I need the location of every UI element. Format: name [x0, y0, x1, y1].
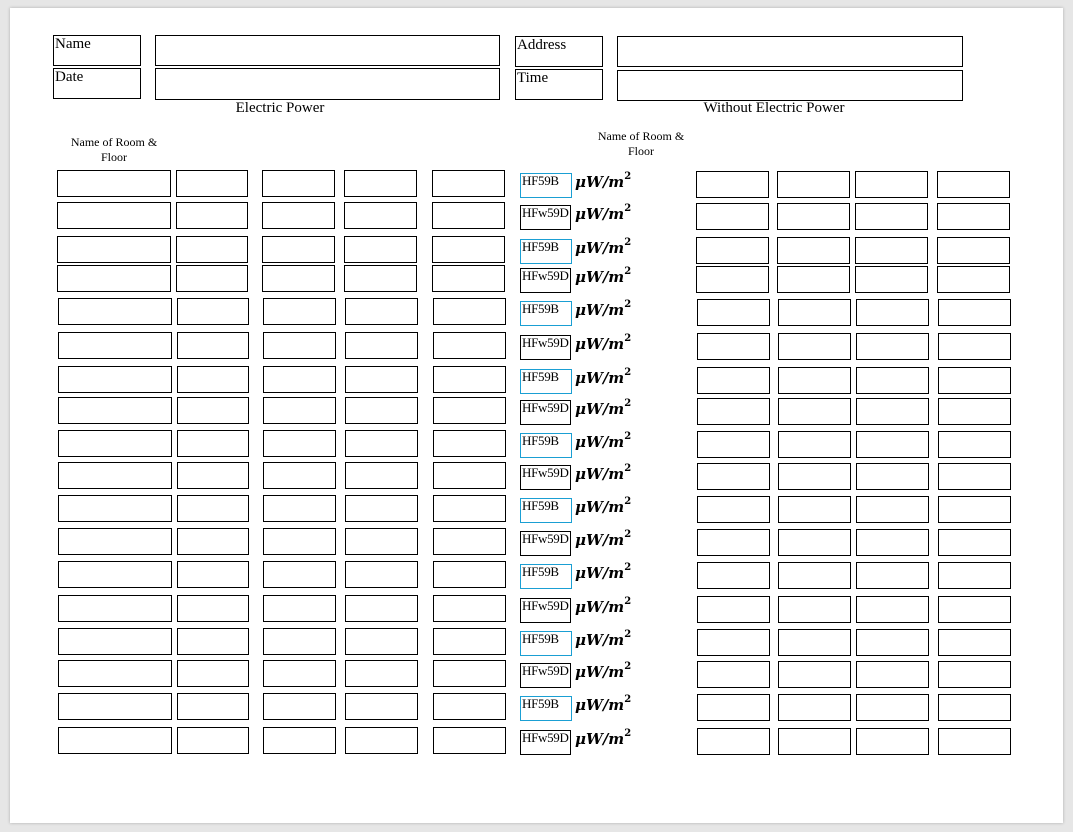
- reading-field[interactable]: [433, 628, 506, 655]
- no-power-reading-field[interactable]: [856, 431, 929, 458]
- reading-field[interactable]: [344, 170, 417, 197]
- no-power-reading-field[interactable]: [938, 431, 1011, 458]
- room-name-field[interactable]: [57, 265, 171, 292]
- reading-field[interactable]: [345, 727, 418, 754]
- no-power-reading-field[interactable]: [938, 496, 1011, 523]
- reading-field[interactable]: [263, 366, 336, 393]
- no-power-reading-field[interactable]: [856, 299, 929, 326]
- unit-base: μW/m: [575, 631, 625, 649]
- unit-exponent: 2: [624, 463, 632, 474]
- unit-base: μW/m: [575, 301, 625, 319]
- unit-label: [575, 173, 631, 191]
- meter-code-box: HF59B: [520, 696, 572, 721]
- unit-label: [575, 205, 631, 223]
- meter-code-box: HF59B: [520, 433, 572, 458]
- no-power-reading-field[interactable]: [778, 367, 851, 394]
- time-label-box: [515, 69, 603, 100]
- room-name-field[interactable]: [58, 332, 172, 359]
- reading-field[interactable]: [176, 202, 248, 229]
- no-power-reading-field[interactable]: [778, 299, 851, 326]
- reading-field[interactable]: [177, 660, 249, 687]
- no-power-reading-field[interactable]: [777, 266, 850, 293]
- reading-field[interactable]: [433, 561, 506, 588]
- reading-field[interactable]: [345, 693, 418, 720]
- no-power-reading-field[interactable]: [777, 171, 850, 198]
- unit-label: [575, 531, 631, 549]
- reading-field[interactable]: [345, 495, 418, 522]
- name-field[interactable]: [155, 35, 500, 66]
- no-power-reading-field[interactable]: [778, 629, 851, 656]
- no-power-reading-field[interactable]: [937, 237, 1010, 264]
- room-name-field[interactable]: [58, 595, 172, 622]
- no-power-reading-field[interactable]: [938, 728, 1011, 755]
- reading-field[interactable]: [345, 366, 418, 393]
- unit-exponent: 2: [624, 496, 632, 507]
- reading-field[interactable]: [345, 462, 418, 489]
- no-power-reading-field[interactable]: [696, 237, 769, 264]
- no-power-reading-field[interactable]: [856, 728, 929, 755]
- unit-base: μW/m: [575, 498, 625, 516]
- meter-code-box: HF59B: [520, 369, 572, 394]
- form-page: [10, 8, 1063, 823]
- no-power-reading-field[interactable]: [697, 496, 770, 523]
- date-field[interactable]: [155, 68, 500, 100]
- unit-exponent: 2: [624, 266, 632, 277]
- reading-field[interactable]: [345, 628, 418, 655]
- no-power-reading-field[interactable]: [855, 203, 928, 230]
- reading-field[interactable]: [263, 628, 336, 655]
- room-name-field[interactable]: [58, 430, 172, 457]
- reading-field[interactable]: [433, 430, 506, 457]
- reading-field[interactable]: [177, 332, 249, 359]
- no-power-reading-field[interactable]: [778, 694, 851, 721]
- no-power-reading-field[interactable]: [855, 237, 928, 264]
- unit-exponent: 2: [624, 398, 632, 409]
- reading-field[interactable]: [177, 727, 249, 754]
- no-power-reading-field[interactable]: [777, 237, 850, 264]
- unit-label: [575, 268, 631, 286]
- no-power-reading-field[interactable]: [856, 529, 929, 556]
- no-power-reading-field[interactable]: [697, 463, 770, 490]
- no-power-reading-field[interactable]: [697, 431, 770, 458]
- name-label-box: [53, 35, 141, 66]
- unit-label: [575, 301, 631, 319]
- reading-field[interactable]: [263, 332, 336, 359]
- reading-field[interactable]: [177, 628, 249, 655]
- reading-field[interactable]: [433, 660, 506, 687]
- unit-base: μW/m: [575, 369, 625, 387]
- reading-field[interactable]: [432, 236, 505, 263]
- room-name-field[interactable]: [58, 727, 172, 754]
- room-name-field[interactable]: [57, 236, 171, 263]
- unit-exponent: 2: [624, 171, 632, 182]
- meter-code-box: HFw59D: [520, 205, 571, 230]
- unit-label: [575, 400, 631, 418]
- reading-field[interactable]: [263, 298, 336, 325]
- no-power-reading-field[interactable]: [778, 398, 851, 425]
- reading-field[interactable]: [263, 693, 336, 720]
- room-column-header-left: Name of Room & Floor: [70, 135, 158, 164]
- reading-field[interactable]: [432, 202, 505, 229]
- reading-field[interactable]: [263, 430, 336, 457]
- name-label: Name: [55, 36, 91, 52]
- no-power-reading-field[interactable]: [938, 299, 1011, 326]
- unit-base: μW/m: [575, 433, 625, 451]
- reading-field[interactable]: [177, 528, 249, 555]
- unit-base: μW/m: [575, 173, 625, 191]
- no-power-reading-field[interactable]: [697, 629, 770, 656]
- no-power-reading-field[interactable]: [778, 529, 851, 556]
- no-power-reading-field[interactable]: [856, 694, 929, 721]
- reading-field[interactable]: [177, 298, 249, 325]
- no-power-reading-field[interactable]: [856, 661, 929, 688]
- no-power-reading-field[interactable]: [697, 661, 770, 688]
- no-power-reading-field[interactable]: [697, 367, 770, 394]
- reading-field[interactable]: [263, 727, 336, 754]
- reading-field[interactable]: [345, 561, 418, 588]
- unit-exponent: 2: [624, 661, 632, 672]
- room-column-header-right: Name of Room & Floor: [597, 129, 685, 158]
- reading-field[interactable]: [263, 495, 336, 522]
- no-power-reading-field[interactable]: [938, 694, 1011, 721]
- meter-code-box: HFw59D: [520, 730, 571, 755]
- meter-code-box: HFw59D: [520, 663, 571, 688]
- unit-base: μW/m: [575, 335, 625, 353]
- reading-field[interactable]: [263, 528, 336, 555]
- no-power-reading-field[interactable]: [856, 596, 929, 623]
- room-name-field[interactable]: [58, 628, 172, 655]
- reading-field[interactable]: [177, 561, 249, 588]
- unit-exponent: 2: [624, 694, 632, 705]
- unit-base: μW/m: [575, 239, 625, 257]
- no-power-reading-field[interactable]: [856, 367, 929, 394]
- electric-power-title: Electric Power: [235, 100, 325, 116]
- room-name-field[interactable]: [58, 366, 172, 393]
- unit-base: μW/m: [575, 663, 625, 681]
- room-name-field[interactable]: [58, 462, 172, 489]
- reading-field[interactable]: [345, 298, 418, 325]
- address-label-box: [515, 36, 603, 67]
- reading-field[interactable]: [263, 462, 336, 489]
- reading-field[interactable]: [344, 202, 417, 229]
- room-name-field[interactable]: [58, 561, 172, 588]
- no-power-reading-field[interactable]: [697, 333, 770, 360]
- meter-code-box: HFw59D: [520, 465, 571, 490]
- no-power-reading-field[interactable]: [696, 266, 769, 293]
- reading-field[interactable]: [345, 660, 418, 687]
- reading-field[interactable]: [176, 236, 248, 263]
- no-power-reading-field[interactable]: [856, 398, 929, 425]
- no-power-reading-field[interactable]: [778, 431, 851, 458]
- reading-field[interactable]: [345, 595, 418, 622]
- no-power-reading-field[interactable]: [938, 333, 1011, 360]
- reading-field[interactable]: [345, 430, 418, 457]
- meter-code-box: HF59B: [520, 498, 572, 523]
- room-name-field[interactable]: [58, 693, 172, 720]
- unit-exponent: 2: [624, 431, 632, 442]
- unit-exponent: 2: [624, 596, 632, 607]
- no-power-reading-field[interactable]: [778, 728, 851, 755]
- reading-field[interactable]: [432, 170, 505, 197]
- reading-field[interactable]: [345, 528, 418, 555]
- reading-field[interactable]: [177, 462, 249, 489]
- meter-code-box: HF59B: [520, 239, 572, 264]
- unit-exponent: 2: [624, 367, 632, 378]
- no-power-reading-field[interactable]: [937, 171, 1010, 198]
- address-field[interactable]: [617, 36, 963, 67]
- unit-label: [575, 730, 631, 748]
- reading-field[interactable]: [345, 397, 418, 424]
- room-name-field[interactable]: [58, 397, 172, 424]
- reading-field[interactable]: [176, 170, 248, 197]
- no-power-reading-field[interactable]: [778, 333, 851, 360]
- unit-base: μW/m: [575, 205, 625, 223]
- reading-field[interactable]: [263, 561, 336, 588]
- no-power-reading-field[interactable]: [937, 266, 1010, 293]
- no-power-reading-field[interactable]: [856, 333, 929, 360]
- meter-code-box: HFw59D: [520, 531, 571, 556]
- unit-label: [575, 433, 631, 451]
- no-power-reading-field[interactable]: [697, 299, 770, 326]
- reading-field[interactable]: [433, 595, 506, 622]
- time-label: Time: [517, 70, 549, 86]
- reading-field[interactable]: [262, 236, 335, 263]
- reading-field[interactable]: [433, 366, 506, 393]
- unit-exponent: 2: [624, 333, 632, 344]
- date-label: Date: [55, 69, 84, 85]
- unit-base: μW/m: [575, 268, 625, 286]
- no-power-reading-field[interactable]: [697, 694, 770, 721]
- reading-field[interactable]: [176, 265, 248, 292]
- meter-code-box: HFw59D: [520, 335, 571, 360]
- time-field[interactable]: [617, 70, 963, 101]
- reading-field[interactable]: [262, 202, 335, 229]
- reading-field[interactable]: [433, 528, 506, 555]
- no-power-reading-field[interactable]: [697, 529, 770, 556]
- no-power-reading-field[interactable]: [937, 203, 1010, 230]
- meter-code-box: HFw59D: [520, 400, 571, 425]
- no-power-reading-field[interactable]: [778, 562, 851, 589]
- meter-code-box: HF59B: [520, 564, 572, 589]
- unit-base: μW/m: [575, 531, 625, 549]
- reading-field[interactable]: [263, 397, 336, 424]
- unit-base: μW/m: [575, 696, 625, 714]
- no-power-reading-field[interactable]: [938, 596, 1011, 623]
- unit-base: μW/m: [575, 564, 625, 582]
- unit-label: [575, 631, 631, 649]
- reading-field[interactable]: [433, 495, 506, 522]
- no-power-reading-field[interactable]: [938, 398, 1011, 425]
- unit-label: [575, 465, 631, 483]
- unit-label: [575, 369, 631, 387]
- reading-field[interactable]: [432, 265, 505, 292]
- meter-code-box: HF59B: [520, 301, 572, 326]
- unit-label: [575, 663, 631, 681]
- meter-code-box: HFw59D: [520, 268, 571, 293]
- no-power-reading-field[interactable]: [696, 171, 769, 198]
- no-power-reading-field[interactable]: [697, 596, 770, 623]
- unit-exponent: 2: [624, 529, 632, 540]
- room-name-field[interactable]: [57, 170, 171, 197]
- unit-base: μW/m: [575, 730, 625, 748]
- unit-label: [575, 239, 631, 257]
- reading-field[interactable]: [263, 660, 336, 687]
- reading-field[interactable]: [345, 332, 418, 359]
- no-power-reading-field[interactable]: [938, 629, 1011, 656]
- unit-base: μW/m: [575, 598, 625, 616]
- no-power-reading-field[interactable]: [697, 562, 770, 589]
- meter-code-box: HF59B: [520, 631, 572, 656]
- unit-exponent: 2: [624, 299, 632, 310]
- reading-field[interactable]: [177, 430, 249, 457]
- date-label-box: [53, 68, 141, 99]
- unit-label: [575, 564, 631, 582]
- reading-field[interactable]: [177, 595, 249, 622]
- unit-base: μW/m: [575, 400, 625, 418]
- reading-field[interactable]: [262, 170, 335, 197]
- room-name-field[interactable]: [58, 495, 172, 522]
- no-power-reading-field[interactable]: [938, 367, 1011, 394]
- reading-field[interactable]: [433, 397, 506, 424]
- unit-exponent: 2: [624, 203, 632, 214]
- unit-exponent: 2: [624, 237, 632, 248]
- meter-code-box: HF59B: [520, 173, 572, 198]
- meter-code-box: HFw59D: [520, 598, 571, 623]
- reading-field[interactable]: [433, 298, 506, 325]
- reading-field[interactable]: [433, 727, 506, 754]
- no-power-reading-field[interactable]: [855, 171, 928, 198]
- without-electric-power-title: Without Electric Power: [703, 100, 845, 116]
- no-power-reading-field[interactable]: [778, 596, 851, 623]
- unit-base: μW/m: [575, 465, 625, 483]
- reading-field[interactable]: [177, 495, 249, 522]
- no-power-reading-field[interactable]: [856, 463, 929, 490]
- no-power-reading-field[interactable]: [938, 562, 1011, 589]
- no-power-reading-field[interactable]: [856, 562, 929, 589]
- reading-field[interactable]: [433, 693, 506, 720]
- no-power-reading-field[interactable]: [697, 398, 770, 425]
- reading-field[interactable]: [177, 693, 249, 720]
- reading-field[interactable]: [344, 236, 417, 263]
- address-label: Address: [517, 37, 567, 53]
- no-power-reading-field[interactable]: [778, 496, 851, 523]
- reading-field[interactable]: [177, 366, 249, 393]
- reading-field[interactable]: [433, 332, 506, 359]
- unit-label: [575, 696, 631, 714]
- unit-label: [575, 335, 631, 353]
- reading-field[interactable]: [262, 265, 335, 292]
- room-name-field[interactable]: [58, 660, 172, 687]
- reading-field[interactable]: [344, 265, 417, 292]
- reading-field[interactable]: [433, 462, 506, 489]
- room-name-field[interactable]: [57, 202, 171, 229]
- no-power-reading-field[interactable]: [778, 661, 851, 688]
- reading-field[interactable]: [177, 397, 249, 424]
- room-name-field[interactable]: [58, 528, 172, 555]
- unit-exponent: 2: [624, 728, 632, 739]
- no-power-reading-field[interactable]: [855, 266, 928, 293]
- no-power-reading-field[interactable]: [778, 463, 851, 490]
- room-name-field[interactable]: [58, 298, 172, 325]
- unit-label: [575, 598, 631, 616]
- no-power-reading-field[interactable]: [938, 463, 1011, 490]
- reading-field[interactable]: [263, 595, 336, 622]
- no-power-reading-field[interactable]: [938, 529, 1011, 556]
- no-power-reading-field[interactable]: [856, 496, 929, 523]
- unit-label: [575, 498, 631, 516]
- no-power-reading-field[interactable]: [777, 203, 850, 230]
- no-power-reading-field[interactable]: [856, 629, 929, 656]
- no-power-reading-field[interactable]: [696, 203, 769, 230]
- unit-exponent: 2: [624, 629, 632, 640]
- no-power-reading-field[interactable]: [697, 728, 770, 755]
- no-power-reading-field[interactable]: [938, 661, 1011, 688]
- unit-exponent: 2: [624, 562, 632, 573]
